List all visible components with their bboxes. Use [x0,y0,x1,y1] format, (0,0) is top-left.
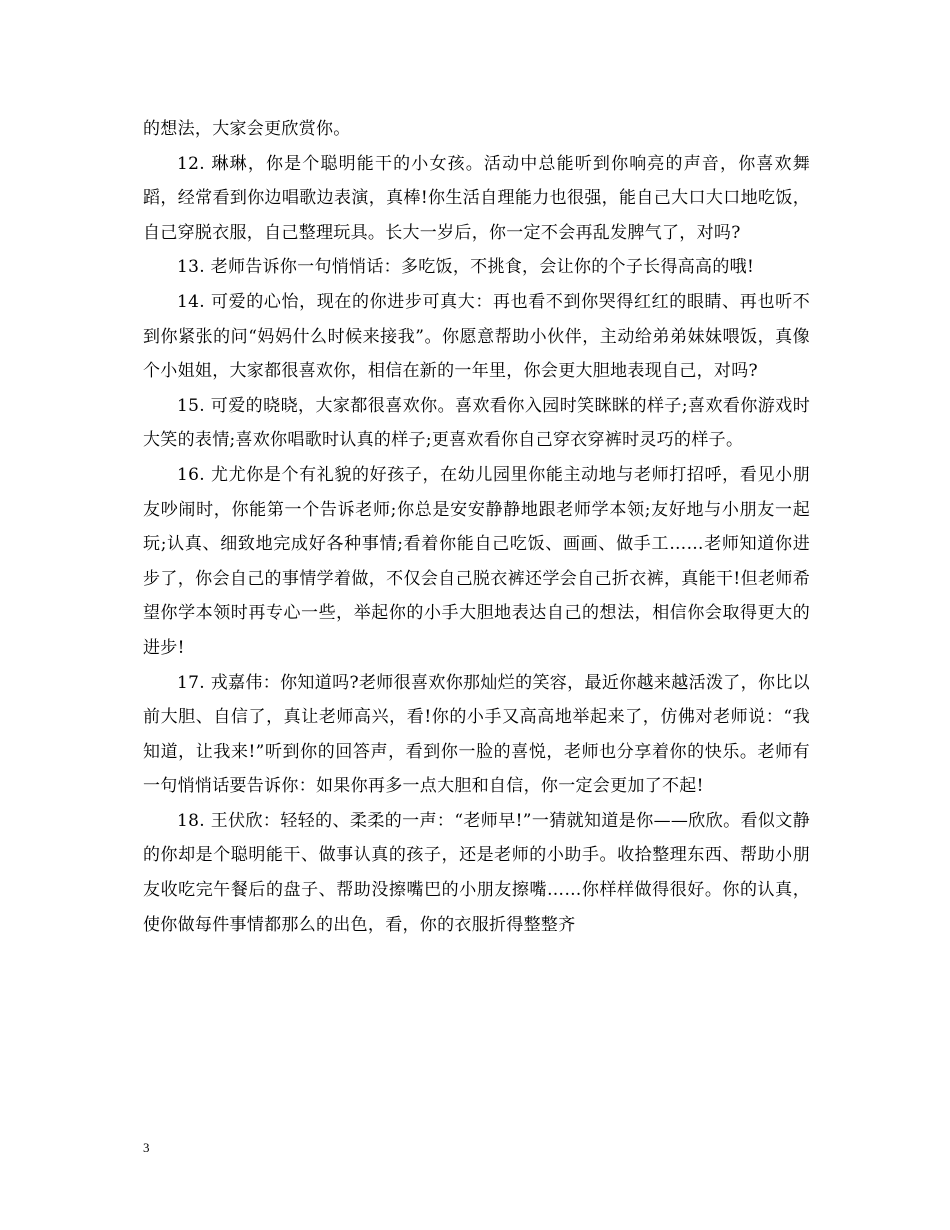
page-body [143,112,810,942]
paragraph: 13. 老师告诉你一句悄悄话：多吃饭，不挑食，会让你的个子长得高高的哦! [177,257,755,278]
paragraph: 的想法，大家会更欣赏你。 [143,119,351,139]
paragraph: 16. 尤尤你是个有礼貌的好孩子，在幼儿园里你能主动地与老师打招呼，看见小朋友吵闹时，你能第一个告诉老师;你总是安安静静地跟老师学本领;友好地与小朋友一起玩;认真、细致地完成好各种事情;看着你能自己吃饭、画画、做手工……老师知道你进步了，你会自己的事情学着做，不仅会自己脱衣裤还学会自己折衣裤，真能干!但老师希望你学本领时再专心一些，举起你的小手大胆地表达自己的想法，相信你会取得更大的进步! [143,464,810,658]
paragraph: 17. 戎嘉伟：你知道吗?老师很喜欢你那灿烂的笑容，最近你越来越活泼了，你比以前大胆、自信了，真让老师高兴，看!你的小手又高高地举起来了，仿佛对老师说：“我知道，让我来!”听到你的回答声，看到你一脸的喜悦，老师也分享着你的快乐。老师有一句悄悄话要告诉你：如果你再多一点大胆和自信，你一定会更加了不起! [143,672,810,797]
paragraph: 14. 可爱的心怡，现在的你进步可真大：再也看不到你哭得红红的眼睛、再也听不到你紧张的问“妈妈什么时候来接我”。你愿意帮助小伙伴，主动给弟弟妹妹喂饭，真像个小姐姐，大家都很喜欢你，相信在新的一年里，你会更大胆地表现自己，对吗? [143,291,810,382]
paragraph: 12. 琳琳，你是个聪明能干的小女孩。活动中总能听到你响亮的声音，你喜欢舞蹈，经常看到你边唱歌边表演，真棒!你生活自理能力也很强，能自己大口大口地吃饭，自己穿脱衣服，自己整理玩具。长大一岁后，你一定不会再乱发脾气了，对吗? [143,153,810,243]
paragraph: 18. 王伏欣：轻轻的、柔柔的一声：“老师早!”一猜就知道是你——欣欣。看似文静的你却是个聪明能干、做事认真的孩子，还是老师的小助手。收拾整理东西、帮助小朋友收吃完午餐后的盘子、帮助没擦嘴巴的小朋友擦嘴……你样样做得很好。你的认真，使你做每件事情都那么的出色，看，你的衣服折得整整齐 [143,810,810,935]
page-number: 3 [143,1140,150,1155]
paragraph: 15. 可爱的晓晓，大家都很喜欢你。喜欢看你入园时笑眯眯的样子;喜欢看你游戏时大笑的表情;喜欢你唱歌时认真的样子;更喜欢看你自己穿衣穿裤时灵巧的样子。 [143,395,810,451]
